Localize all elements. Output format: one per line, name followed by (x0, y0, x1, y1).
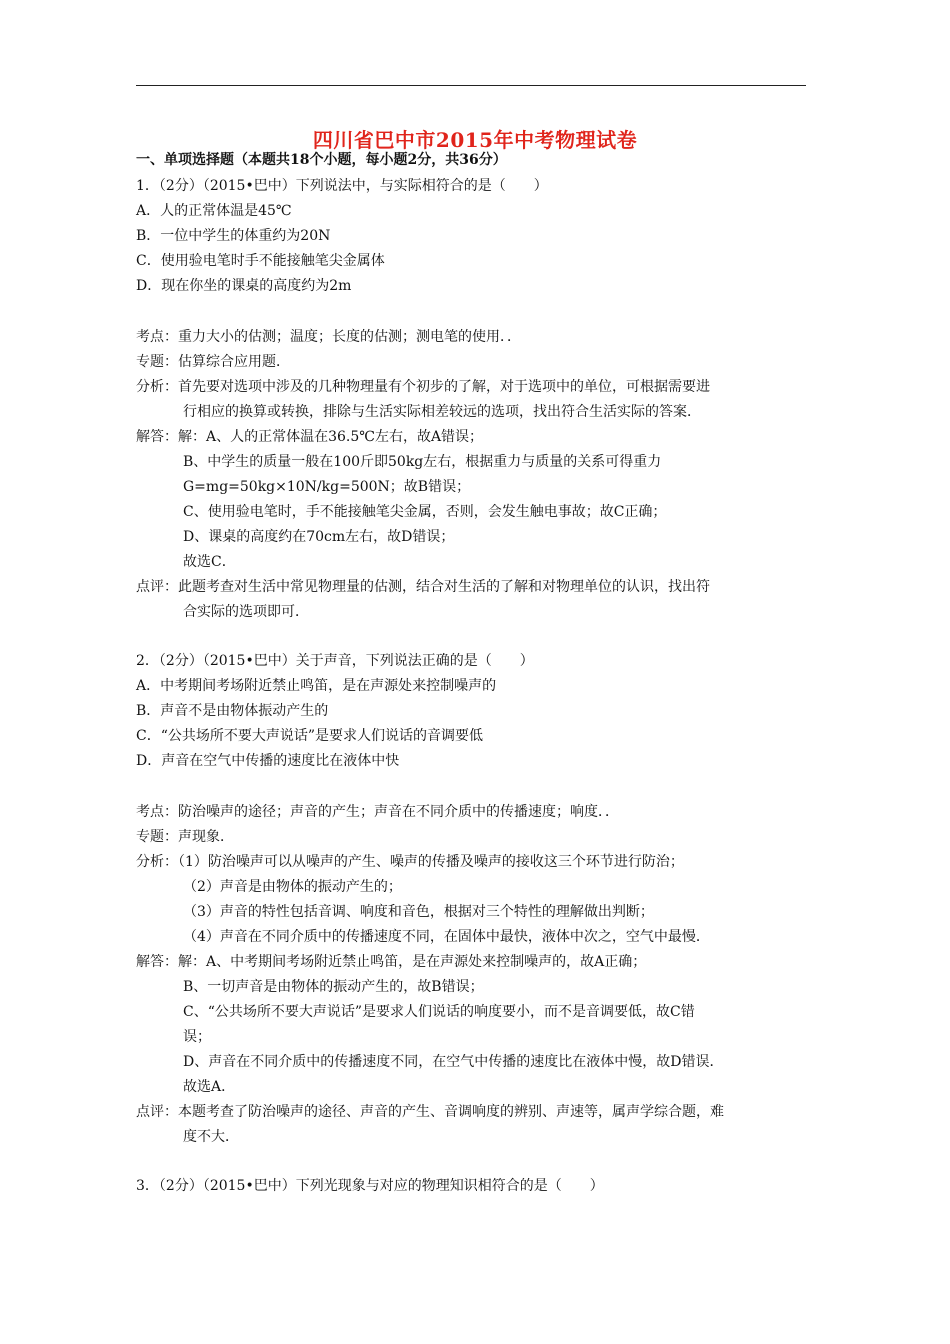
question-1-solution-line-5: D、课桌的高度约在70cm左右，故D错误； (183, 529, 455, 545)
question-1-zhuanti: 专题：估算综合应用题． (136, 354, 290, 370)
question-2-comment-line-1: 点评：本题考查了防治噪声的途径、声音的产生、音调响度的辨别、声速等，属声学综合题，难 (136, 1104, 724, 1120)
question-1-analysis-line-2: 行相应的换算或转换，排除与生活实际相差较远的选项，找出符合生活实际的答案． (183, 404, 701, 420)
section-heading: 一、单项选择题（本题共18个小题，每小题2分，共36分） (136, 152, 507, 168)
page-title: 四川省巴中市2015年中考物理试卷 (312, 128, 638, 152)
question-1-option-c: C．使用验电笔时手不能接触笔尖金属体 (136, 253, 385, 269)
question-2-option-d: D．声音在空气中传播的速度比在液体中快 (136, 753, 400, 769)
question-3-stem: 3．（2分）（2015•巴中）下列光现象与对应的物理知识相符合的是（ ） (136, 1178, 604, 1194)
question-1-analysis-line-1: 分析：首先要对选项中涉及的几种物理量有个初步的了解，对于选项中的单位，可根据需要进 (136, 379, 710, 395)
question-1-option-a: A．人的正常体温是45℃ (136, 203, 292, 219)
question-1-comment-line-1: 点评：此题考查对生活中常见物理量的估测，结合对生活的了解和对物理单位的认识，找出符 (136, 579, 710, 595)
question-2-analysis-line-1: 分析：（1）防治噪声可以从噪声的产生、噪声的传播及噪声的接收这三个环节进行防治； (136, 854, 684, 870)
question-2-solution-line-2: B、一切声音是由物体的振动产生的，故B错误； (183, 979, 484, 995)
question-2-stem: 2．（2分）（2015•巴中）关于声音，下列说法正确的是（ ） (136, 653, 534, 669)
question-2-option-c: C．“公共场所不要大声说话”是要求人们说话的音调要低 (136, 728, 484, 744)
question-2-solution-line-4: 误； (183, 1029, 211, 1045)
question-2-analysis-line-3: （3）声音的特性包括音调、响度和音色，根据对三个特性的理解做出判断； (183, 904, 654, 920)
question-2-solution-line-5: D、声音在不同介质中的传播速度不同，在空气中传播的速度比在液体中慢，故D错误． (183, 1054, 724, 1070)
question-1-solution-line-3: G=mg=50kg×10N/kg=500N；故B错误； (183, 479, 471, 495)
question-2-zhuanti: 专题：声现象． (136, 829, 234, 845)
question-1-solution-line-2: B、中学生的质量一般在100斤即50kg左右，根据重力与质量的关系可得重力 (183, 454, 662, 470)
question-2-solution-line-3: C、“公共场所不要大声说话”是要求人们说话的响度要小，而不是音调要低，故C错 (183, 1004, 695, 1020)
question-2-kaodian: 考点：防治噪声的途径；声音的产生；声音在不同介质中的传播速度；响度．． (136, 804, 619, 820)
question-1-solution-line-4: C、使用验电笔时，手不能接触笔尖金属，否则，会发生触电事故；故C正确； (183, 504, 667, 520)
question-2-solution-line-6: 故选A． (183, 1079, 236, 1095)
question-1-option-d: D．现在你坐的课桌的高度约为2m (136, 278, 352, 294)
question-2-option-b: B．声音不是由物体振动产生的 (136, 703, 329, 719)
question-1-solution-line-6: 故选C． (183, 554, 236, 570)
header-rule (136, 85, 806, 86)
question-2-option-a: A．中考期间考场附近禁止鸣笛，是在声源处来控制噪声的 (136, 678, 497, 694)
question-2-solution-line-1: 解答：解：A、中考期间考场附近禁止鸣笛，是在声源处来控制噪声的，故A正确； (136, 954, 647, 970)
question-1-option-b: B．一位中学生的体重约为20N (136, 228, 331, 244)
question-1-stem: 1．（2分）（2015•巴中）下列说法中，与实际相符合的是（ ） (136, 178, 548, 194)
question-1-comment-line-2: 合实际的选项即可． (183, 604, 309, 620)
question-2-analysis-line-4: （4）声音在不同介质中的传播速度不同，在固体中最快，液体中次之，空气中最慢． (183, 929, 710, 945)
question-1-solution-line-1: 解答：解：A、人的正常体温在36.5℃左右，故A错误； (136, 429, 484, 445)
question-1-kaodian: 考点：重力大小的估测；温度；长度的估测；测电笔的使用．． (136, 329, 521, 345)
question-2-analysis-line-2: （2）声音是由物体的振动产生的； (183, 879, 402, 895)
question-2-comment-line-2: 度不大． (183, 1129, 239, 1145)
